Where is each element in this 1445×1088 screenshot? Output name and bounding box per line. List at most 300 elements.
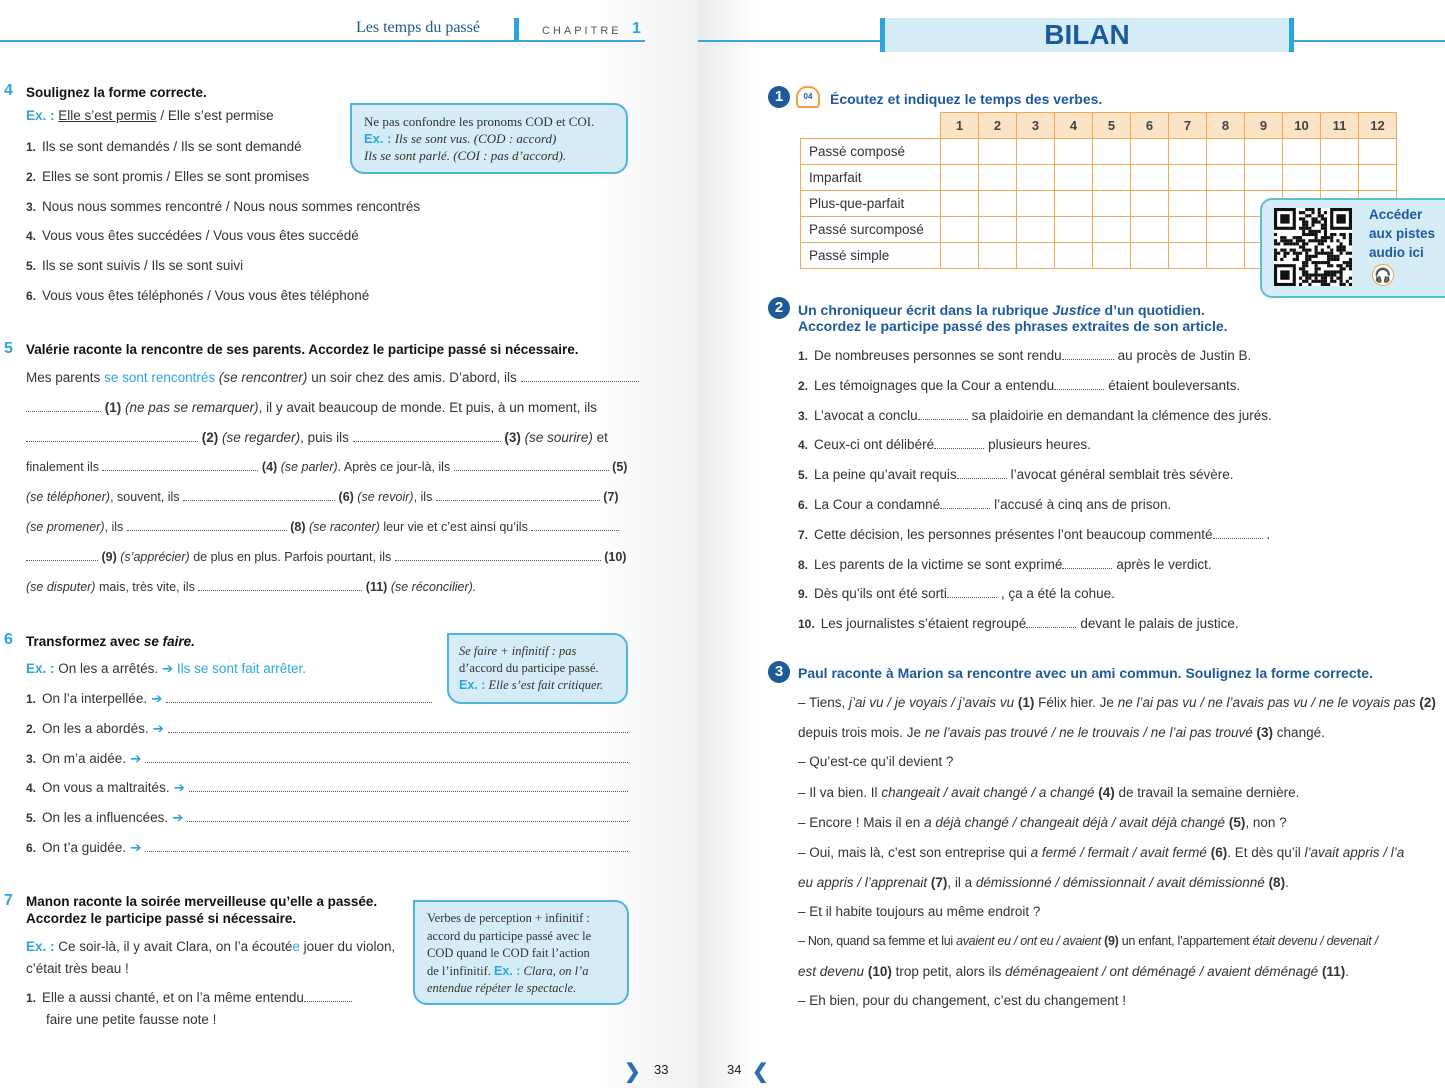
item-number: 7. bbox=[798, 527, 809, 542]
item-text: , ça a été la cohue. bbox=[1000, 586, 1115, 602]
dialog-line: – Qu’est-ce qu’il devient ? bbox=[798, 754, 954, 769]
left-page bbox=[0, 0, 698, 1088]
dialog-line bbox=[798, 695, 1436, 710]
item-text[interactable]: Ils se sont demandés / Ils se sont demandé bbox=[42, 139, 302, 154]
blank[interactable] bbox=[304, 1001, 352, 1002]
arrow-icon: ➔ bbox=[161, 661, 174, 676]
tip-text: de l’infinitif. bbox=[427, 963, 491, 978]
item-text: faire une petite fausse note ! bbox=[46, 1012, 217, 1027]
title-text: se faire. bbox=[143, 634, 195, 649]
audio-track: 04 bbox=[803, 92, 813, 101]
item-number: 6. bbox=[26, 289, 37, 303]
list-item bbox=[26, 810, 628, 826]
next-page-icon[interactable]: ❯ bbox=[624, 1061, 641, 1083]
item-number: 2. bbox=[798, 378, 809, 393]
audio-icon[interactable] bbox=[796, 86, 820, 108]
blank-number: (6) bbox=[1210, 845, 1228, 860]
prev-page-icon[interactable]: ❮ bbox=[752, 1061, 769, 1083]
table-cell[interactable] bbox=[1321, 165, 1359, 191]
table-cell[interactable] bbox=[941, 139, 979, 165]
title-text: Un chroniqueur écrit dans la rubrique bbox=[798, 302, 1049, 318]
text-line bbox=[26, 550, 628, 564]
title-text: Accordez le participe passé si nécessaire. bbox=[26, 911, 297, 926]
blank-number: (11) bbox=[365, 580, 388, 594]
item-text[interactable]: Vous vous êtes succédées / Vous vous êtes succédé bbox=[42, 228, 359, 244]
answer-blank[interactable] bbox=[957, 478, 1007, 479]
choice[interactable]: ne l’avais pas trouvé / ne le trouvais / ne l’ai pas trouvé bbox=[924, 725, 1253, 740]
table-cell[interactable] bbox=[1207, 165, 1245, 191]
answer-blank[interactable] bbox=[168, 732, 628, 733]
exercise-number bbox=[768, 297, 790, 319]
answer-blank[interactable] bbox=[918, 419, 968, 420]
item-text: Dès qu’ils ont été sorti bbox=[814, 586, 947, 602]
text: – Tiens, bbox=[798, 695, 846, 710]
table-cell[interactable] bbox=[979, 191, 1017, 217]
table-cell[interactable] bbox=[1017, 165, 1055, 191]
row-label: Passé composé bbox=[801, 139, 941, 165]
tip-ex: Ex. : bbox=[459, 678, 486, 692]
text-line bbox=[26, 370, 628, 385]
qr-text bbox=[1369, 205, 1435, 262]
column-header: 2 bbox=[979, 113, 1017, 139]
text-line bbox=[26, 580, 628, 594]
item-text: Les parents de la victime se sont exprimé bbox=[814, 556, 1063, 572]
table-cell[interactable] bbox=[1245, 165, 1283, 191]
item-text: L’avocat a conclu bbox=[814, 407, 918, 423]
table-cell[interactable] bbox=[1131, 139, 1169, 165]
blank[interactable] bbox=[183, 500, 335, 501]
column-header: 12 bbox=[1359, 113, 1397, 139]
example bbox=[26, 939, 395, 954]
text: , ils bbox=[104, 520, 124, 534]
table-cell[interactable] bbox=[941, 191, 979, 217]
text: un soir chez des amis. D’abord, ils bbox=[311, 370, 517, 385]
table-cell[interactable] bbox=[979, 139, 1017, 165]
exercise-title: Valérie raconte la rencontre de ses parents. Accordez le participe passé si nécessaire. bbox=[26, 342, 579, 357]
dialog-line bbox=[798, 725, 1325, 740]
example-text: On les a arrêtés. bbox=[58, 661, 159, 676]
text: , souvent, ils bbox=[110, 490, 180, 504]
choice[interactable]: déménageaient / ont déménagé / avaient déménagé bbox=[1005, 964, 1319, 979]
table-cell[interactable] bbox=[1131, 243, 1169, 269]
table-cell[interactable] bbox=[1169, 191, 1207, 217]
table-row bbox=[801, 165, 1397, 191]
list-item bbox=[798, 616, 1239, 631]
blank-number: (4) bbox=[261, 460, 278, 474]
blank-number: (9) bbox=[1104, 934, 1119, 948]
item-number: 3. bbox=[26, 751, 37, 766]
table-cell[interactable] bbox=[1169, 165, 1207, 191]
column-header: 1 bbox=[941, 113, 979, 139]
answer-blank[interactable] bbox=[145, 851, 628, 852]
column-header: 3 bbox=[1017, 113, 1055, 139]
column-header: 10 bbox=[1283, 113, 1321, 139]
blank-number: (8) bbox=[1268, 875, 1286, 890]
choice[interactable]: ne l’ai pas vu / ne l’avais pas vu / ne le voyais pas bbox=[1117, 695, 1416, 710]
answer-blank[interactable] bbox=[947, 597, 997, 598]
table-cell[interactable] bbox=[1093, 191, 1131, 217]
verb-hint: (se parler) bbox=[280, 460, 338, 474]
choice[interactable]: eu appris / l’apprenait bbox=[798, 875, 928, 890]
tip-ex: Ex. : bbox=[494, 963, 521, 978]
tip-box bbox=[350, 103, 628, 174]
answer-blank[interactable] bbox=[1026, 627, 1076, 628]
item-number: 4. bbox=[26, 229, 37, 244]
blank[interactable] bbox=[454, 470, 609, 471]
list-item bbox=[798, 497, 1171, 512]
exercise-title: Paul raconte à Marion sa rencontre avec un ami commun. Soulignez la forme correcte. bbox=[798, 665, 1373, 681]
table-cell[interactable] bbox=[1207, 139, 1245, 165]
item-number: 3. bbox=[798, 408, 809, 423]
blank-number: (2) bbox=[1419, 695, 1436, 710]
blank-number: (11) bbox=[1321, 964, 1346, 979]
item-number: 6. bbox=[798, 498, 809, 512]
answer-blank[interactable] bbox=[1213, 538, 1263, 539]
table-cell[interactable] bbox=[1093, 217, 1131, 243]
item-text[interactable]: Vous vous êtes téléphonés / Vous vous êtes téléphoné bbox=[42, 288, 370, 303]
list-item bbox=[26, 721, 628, 737]
table-cell[interactable] bbox=[1169, 217, 1207, 243]
row-label: Imparfait bbox=[801, 165, 941, 191]
text: , non ? bbox=[1245, 815, 1287, 830]
example-text: jouer du violon, bbox=[303, 939, 396, 954]
verb-hint: (se regarder) bbox=[222, 430, 301, 445]
example-other: / Elle s’est permise bbox=[160, 108, 274, 123]
table-cell[interactable] bbox=[979, 217, 1017, 243]
choice[interactable]: avaient eu / ont eu / avaient bbox=[956, 934, 1101, 948]
blank[interactable] bbox=[353, 441, 501, 442]
text: , il y avait beaucoup de monde. Et puis, à un moment, ils bbox=[258, 400, 598, 415]
verb-hint: (se revoir) bbox=[357, 490, 414, 504]
blank[interactable] bbox=[521, 381, 639, 382]
item-number: 1. bbox=[798, 349, 809, 363]
list-item bbox=[26, 780, 628, 796]
table-cell[interactable] bbox=[1169, 139, 1207, 165]
blank-number: (1) bbox=[104, 400, 122, 415]
example-text: c’était très beau ! bbox=[26, 961, 129, 976]
exercise-number: 5 bbox=[4, 340, 13, 357]
exercise-number bbox=[768, 86, 790, 108]
item-text[interactable]: Ils se sont suivis / Ils se sont suivi bbox=[42, 258, 244, 274]
tip-text: COD quand le COD fait l’action bbox=[427, 946, 590, 960]
table-cell[interactable] bbox=[1093, 165, 1131, 191]
table-cell[interactable] bbox=[941, 165, 979, 191]
text: . Après ce jour-là, ils bbox=[337, 460, 451, 474]
example-prefix: Ex. : bbox=[26, 939, 55, 954]
answer-blank[interactable] bbox=[934, 448, 984, 449]
text: changé. bbox=[1276, 725, 1325, 740]
answer-blank[interactable] bbox=[166, 702, 432, 703]
text: mais, très vite, ils bbox=[98, 580, 195, 594]
dialog-line bbox=[798, 875, 1289, 890]
item-number: 1. bbox=[26, 140, 37, 154]
text: leur vie et c’est ainsi qu’ils bbox=[383, 520, 528, 534]
blank-number: (7) bbox=[603, 490, 619, 504]
exercise-number bbox=[768, 661, 790, 683]
table-cell[interactable] bbox=[979, 243, 1017, 269]
text: un enfant, l’appartement bbox=[1121, 934, 1250, 948]
page-number: 34 bbox=[727, 1062, 742, 1077]
table-cell[interactable] bbox=[1055, 243, 1093, 269]
table-cell[interactable] bbox=[1017, 191, 1055, 217]
item-text: après le verdict. bbox=[1116, 556, 1212, 572]
choice[interactable]: démissionné / démissionnait / avait démissionné bbox=[975, 875, 1265, 890]
tip-box bbox=[447, 633, 628, 704]
item-number: 5. bbox=[26, 259, 37, 274]
text: trop petit, alors ils bbox=[895, 964, 1002, 979]
tip-text: Ne pas confondre les pronoms COD et COI. bbox=[364, 114, 595, 129]
text: . bbox=[1345, 964, 1349, 979]
list-item bbox=[798, 467, 1233, 482]
bilan-title: BILAN bbox=[880, 18, 1294, 52]
blank-number: (3) bbox=[1256, 725, 1274, 740]
item-number: 3. bbox=[26, 199, 37, 214]
column-header: 5 bbox=[1093, 113, 1131, 139]
item-text: On vous a maltraités. bbox=[42, 780, 170, 796]
blank-number: (2) bbox=[201, 430, 219, 445]
table-cell[interactable] bbox=[941, 217, 979, 243]
table-cell[interactable] bbox=[1017, 217, 1055, 243]
item-text: étaient bouleversants. bbox=[1108, 377, 1241, 393]
text: , ils bbox=[413, 490, 433, 504]
title-text: Transformez avec bbox=[26, 634, 141, 649]
example bbox=[26, 661, 306, 677]
column-header: 6 bbox=[1131, 113, 1169, 139]
blank-number: (9) bbox=[101, 550, 117, 564]
text: Félix hier. Je bbox=[1038, 695, 1114, 710]
example bbox=[26, 108, 274, 123]
table-cell[interactable] bbox=[1207, 191, 1245, 217]
table-cell[interactable] bbox=[1017, 139, 1055, 165]
column-header: 9 bbox=[1245, 113, 1283, 139]
item-text: De nombreuses personnes se sont rendu bbox=[814, 348, 1062, 363]
choice[interactable]: a fermé / fermait / avait fermé bbox=[1030, 845, 1207, 860]
choice[interactable]: changeait / avait changé / a changé bbox=[881, 785, 1095, 800]
table-cell[interactable] bbox=[1283, 139, 1321, 165]
item-text: On t’a guidée. bbox=[42, 840, 127, 855]
verb-hint: (s’apprécier) bbox=[120, 550, 190, 564]
table-cell[interactable] bbox=[941, 243, 979, 269]
answer-blank[interactable] bbox=[189, 791, 628, 792]
table-cell[interactable] bbox=[1207, 243, 1245, 269]
table-cell[interactable] bbox=[1321, 139, 1359, 165]
exercise-title: Soulignez la forme correcte. bbox=[26, 85, 207, 100]
qr-panel[interactable] bbox=[1260, 198, 1445, 298]
dialog-line bbox=[798, 785, 1299, 800]
example-prefix: Ex. : bbox=[26, 108, 55, 123]
arrow-icon: ➔ bbox=[130, 840, 142, 855]
title-text: Accordez le participe passé des phrases extraites de son article. bbox=[798, 318, 1228, 334]
list-item bbox=[26, 228, 359, 243]
item-text: On l’a interpellée. bbox=[42, 691, 148, 706]
blank[interactable] bbox=[436, 500, 600, 501]
item-number: 5. bbox=[798, 468, 809, 483]
list-item bbox=[798, 527, 1270, 542]
example-answer: e bbox=[292, 939, 300, 954]
dialog-line bbox=[798, 815, 1287, 830]
text: finalement ils bbox=[26, 460, 99, 474]
choice[interactable]: était devenu / devenait / bbox=[1252, 934, 1378, 948]
dialog-line bbox=[798, 845, 1404, 860]
verb-hint: (ne pas se remarquer) bbox=[125, 400, 259, 415]
table-cell[interactable] bbox=[1131, 191, 1169, 217]
blank[interactable] bbox=[102, 470, 258, 471]
blank[interactable] bbox=[395, 560, 601, 561]
column-header: 8 bbox=[1207, 113, 1245, 139]
header-rule bbox=[0, 40, 645, 42]
tip-box bbox=[413, 900, 629, 1005]
blank[interactable] bbox=[26, 441, 198, 442]
table-header-row bbox=[801, 113, 1397, 139]
text: de travail la semaine dernière. bbox=[1118, 785, 1300, 800]
item-number: 10. bbox=[798, 617, 815, 632]
text-line bbox=[26, 520, 628, 534]
item-number: 4. bbox=[798, 438, 809, 453]
table-cell[interactable] bbox=[1017, 243, 1055, 269]
blank[interactable] bbox=[127, 530, 287, 531]
table-cell[interactable] bbox=[1169, 243, 1207, 269]
table-row bbox=[801, 139, 1397, 165]
tip-text: Ils se sont parlé. (COI : pas d’accord). bbox=[364, 148, 567, 163]
table-cell[interactable] bbox=[1207, 217, 1245, 243]
row-label: Passé surcomposé bbox=[801, 217, 941, 243]
table-cell[interactable] bbox=[1093, 243, 1131, 269]
item-text: . bbox=[1266, 526, 1271, 542]
answer-blank[interactable] bbox=[1062, 359, 1114, 360]
answer-blank[interactable] bbox=[1054, 389, 1104, 390]
item-number: 1. bbox=[26, 692, 37, 706]
choice[interactable]: l’avait appris / l’a bbox=[1304, 845, 1405, 860]
blank[interactable] bbox=[531, 530, 619, 531]
exercise-number: 6 bbox=[4, 631, 13, 648]
qr-code-icon[interactable] bbox=[1274, 208, 1352, 286]
blank-number: (4) bbox=[1098, 785, 1115, 800]
verb-hint: (se raconter) bbox=[308, 520, 380, 534]
list-item bbox=[26, 751, 628, 767]
choice[interactable]: a déjà changé / changeait déjà / avait déjà changé bbox=[924, 815, 1226, 830]
table-cell[interactable] bbox=[1055, 191, 1093, 217]
blank-number: (10) bbox=[867, 964, 892, 979]
blank-number: (8) bbox=[290, 520, 306, 534]
example-text: Ce soir-là, il y avait Clara, on l’a écouté bbox=[58, 939, 293, 954]
tip-ex: Ex. : bbox=[364, 131, 392, 146]
item-number: 2. bbox=[26, 169, 37, 184]
text: et bbox=[596, 430, 608, 445]
item-text: On les a abordés. bbox=[42, 720, 149, 736]
item-text: Cette décision, les personnes présentes l’ont beaucoup commenté bbox=[814, 526, 1213, 542]
tip-text: Se faire + infinitif : pas bbox=[459, 644, 577, 658]
table-cell[interactable] bbox=[979, 165, 1017, 191]
header-bar bbox=[514, 18, 519, 42]
list-item bbox=[798, 586, 1115, 601]
table-cell[interactable] bbox=[1359, 165, 1397, 191]
list-item: 1. Elle a aussi chanté, et on l’a même entendu bbox=[26, 990, 352, 1005]
number-badge: 1 bbox=[768, 86, 790, 108]
list-item bbox=[26, 169, 309, 184]
text-line bbox=[26, 460, 628, 474]
verb-hint: (se réconcilier). bbox=[390, 580, 477, 594]
arrow-icon: ➔ bbox=[172, 810, 184, 826]
item-text[interactable]: Elles se sont promis / Elles se sont promises bbox=[42, 168, 310, 184]
item-number: 5. bbox=[26, 811, 37, 826]
qr-text-line: aux pistes bbox=[1369, 226, 1436, 241]
column-header: 4 bbox=[1055, 113, 1093, 139]
table-cell[interactable] bbox=[1359, 139, 1397, 165]
title-text: Justice bbox=[1052, 302, 1101, 318]
text: – Il va bien. Il bbox=[798, 785, 878, 800]
table-cell[interactable] bbox=[1055, 217, 1093, 243]
answer-blank[interactable] bbox=[145, 762, 628, 763]
table-cell[interactable] bbox=[1055, 165, 1093, 191]
headphones-icon[interactable]: 🎧 bbox=[1372, 264, 1394, 286]
tip-text: Verbes de perception + infinitif : bbox=[427, 911, 590, 925]
dialog-line: – Eh bien, pour du changement, c’est du changement ! bbox=[798, 993, 1126, 1008]
exercise-number: 4 bbox=[4, 82, 13, 99]
list-item bbox=[798, 408, 1272, 423]
blank[interactable] bbox=[26, 560, 98, 561]
table-cell[interactable] bbox=[1245, 139, 1283, 165]
table-cell[interactable] bbox=[1131, 217, 1169, 243]
list-item bbox=[26, 258, 243, 273]
text: – Oui, mais là, c’est son entreprise qui bbox=[798, 845, 1027, 860]
choice[interactable]: j’ai vu / je voyais / j’avais vu bbox=[849, 695, 1015, 710]
blank[interactable] bbox=[198, 590, 362, 591]
table-cell[interactable] bbox=[1055, 139, 1093, 165]
item-text: l’avocat général semblait très sévère. bbox=[1010, 467, 1234, 483]
answer-blank[interactable] bbox=[1062, 568, 1112, 569]
arrow-icon: ➔ bbox=[152, 720, 164, 736]
choice[interactable]: est devenu bbox=[798, 964, 865, 979]
answer-blank[interactable] bbox=[940, 508, 990, 509]
exercise-title bbox=[798, 302, 1228, 334]
tip-text: accord du participe passé avec le bbox=[427, 928, 592, 943]
item-number: 9. bbox=[798, 587, 809, 602]
page-number: 33 bbox=[654, 1062, 669, 1077]
item-text: devant le palais de justice. bbox=[1080, 616, 1239, 632]
text: . Et dès qu’il bbox=[1227, 845, 1301, 860]
blank-number: (6) bbox=[338, 490, 354, 504]
item-number: 2. bbox=[26, 721, 37, 736]
qr-text-line: audio ici bbox=[1369, 245, 1424, 260]
item-text: On m’a aidée. bbox=[42, 750, 127, 766]
list-item bbox=[26, 199, 420, 214]
item-text[interactable]: Nous nous sommes rencontré / Nous nous sommes rencontrés bbox=[42, 198, 421, 214]
item-text: au procès de Justin B. bbox=[1117, 348, 1252, 363]
arrow-icon: ➔ bbox=[173, 780, 185, 796]
item-text: sa plaidoirie en demandant la clémence des jurés. bbox=[971, 407, 1272, 423]
chapter-label: CHAPITRE bbox=[542, 25, 622, 37]
verb-hint: (se promener) bbox=[26, 520, 105, 534]
item-text: Les témoignages que la Cour a entendu bbox=[814, 377, 1055, 393]
tip-text: Clara, on l’a bbox=[523, 963, 589, 978]
exercise-title: Écoutez et indiquez le temps des verbes. bbox=[830, 91, 1103, 107]
text: , puis ils bbox=[300, 430, 349, 445]
list-item bbox=[26, 288, 369, 303]
table-cell[interactable] bbox=[1283, 165, 1321, 191]
item-text: Ceux-ci ont délibéré bbox=[814, 437, 935, 453]
item-number: 4. bbox=[26, 781, 37, 796]
list-item bbox=[798, 437, 1091, 452]
exercise-title bbox=[26, 633, 195, 650]
blank[interactable] bbox=[26, 411, 101, 412]
verb-hint: (se sourire) bbox=[524, 430, 593, 445]
answer-blank[interactable] bbox=[187, 821, 628, 822]
table-cell[interactable] bbox=[1131, 165, 1169, 191]
arrow-icon: ➔ bbox=[130, 750, 142, 766]
verb-hint: (se téléphoner) bbox=[26, 490, 111, 504]
chapter-number: 1 bbox=[632, 20, 641, 37]
table-cell[interactable] bbox=[1093, 139, 1131, 165]
